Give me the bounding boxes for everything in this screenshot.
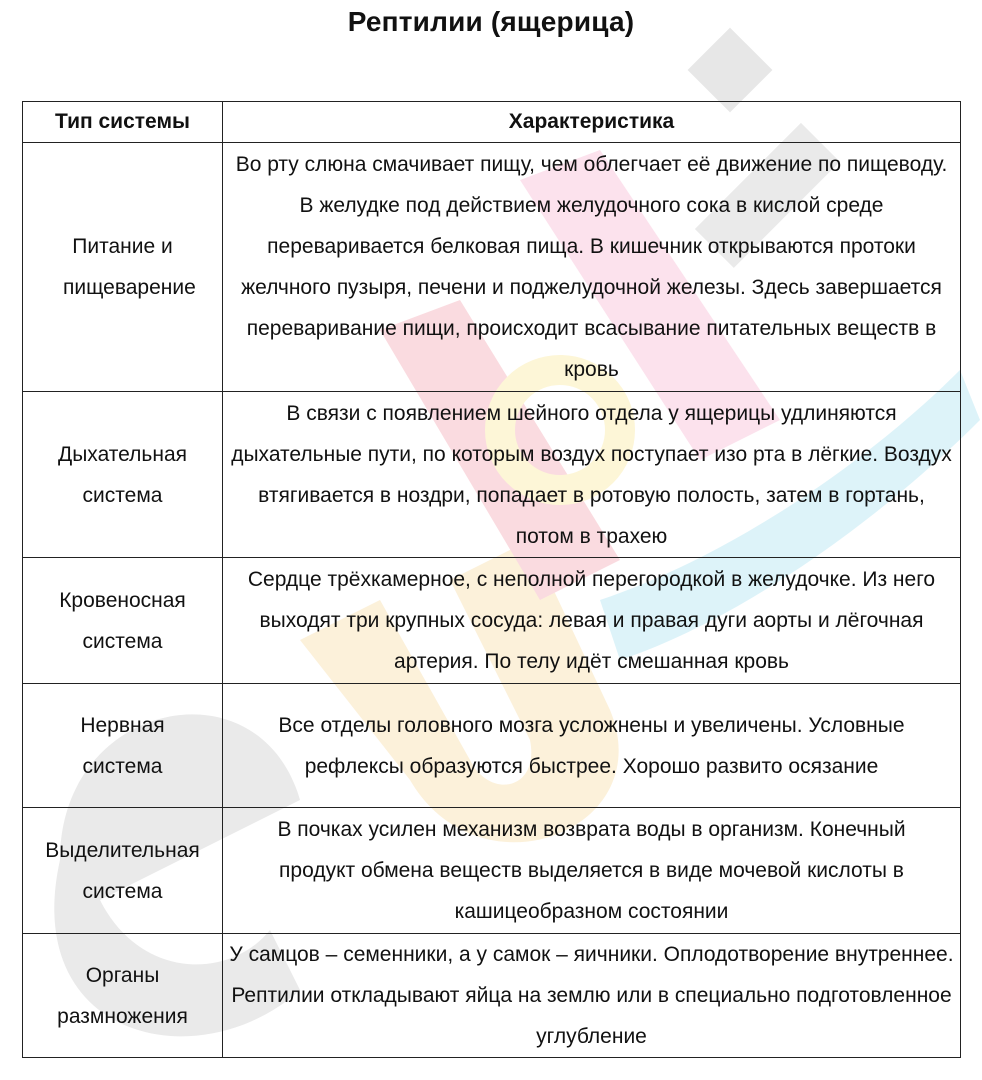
system-description: Сердце трёхкамерное, с неполной перегородкой в желудочке. Из него выходят три крупных сосуда: левая и правая дуги аорты и лёгочная артерия. По телу идёт смешанная кровь [223, 558, 961, 684]
system-name: Дыхательная система [23, 392, 223, 558]
system-description: У самцов – семенники, а у самок – яичники. Оплодотворение внутреннее. Рептилии откладывают яйца на землю или в специально подготовленное углубление [223, 934, 961, 1058]
system-description: Во рту слюна смачивает пищу, чем облегчает её движение по пищеводу. В желудке под действием желудочного сока в кислой среде переваривается белковая пища. В кишечник открываются протоки желчного пузыря, печени и поджелудочной железы. Здесь завершается переваривание пищи, происходит всасывание питательных веществ в кровь [223, 143, 961, 392]
system-name: Выделительная система [23, 808, 223, 934]
table-row [23, 558, 961, 684]
system-name: Кровеносная система [23, 558, 223, 684]
table-row [23, 392, 961, 558]
table-row [23, 684, 961, 808]
table-row [23, 143, 961, 392]
system-description: В связи с появлением шейного отдела у ящерицы удлиняются дыхательные пути, по которым воздух поступает изо рта в лёгкие. Воздух втягивается в ноздри, попадает в ротовую полость, затем в гортань, потом в трахею [223, 392, 961, 558]
table-row [23, 808, 961, 934]
system-name: Органы размножения [23, 934, 223, 1058]
watermark-diamond [688, 28, 773, 113]
table-row [23, 934, 961, 1058]
system-name: Питание и пищеварение [23, 143, 223, 392]
table-header-row [23, 102, 961, 143]
header-characteristic: Характеристика [223, 102, 961, 143]
system-description: Все отделы головного мозга усложнены и увеличены. Условные рефлексы образуются быстрее. Хорошо развито осязание [223, 684, 961, 808]
reptile-systems-table [22, 101, 961, 1058]
header-system-type: Тип системы [23, 102, 223, 143]
page-title: Рептилии (ящерица) [347, 6, 635, 37]
system-description: В почках усилен механизм возврата воды в организм. Конечный продукт обмена веществ выделяется в виде мочевой кислоты в кашицеобразном состоянии [223, 808, 961, 934]
system-name: Нервная система [23, 684, 223, 808]
